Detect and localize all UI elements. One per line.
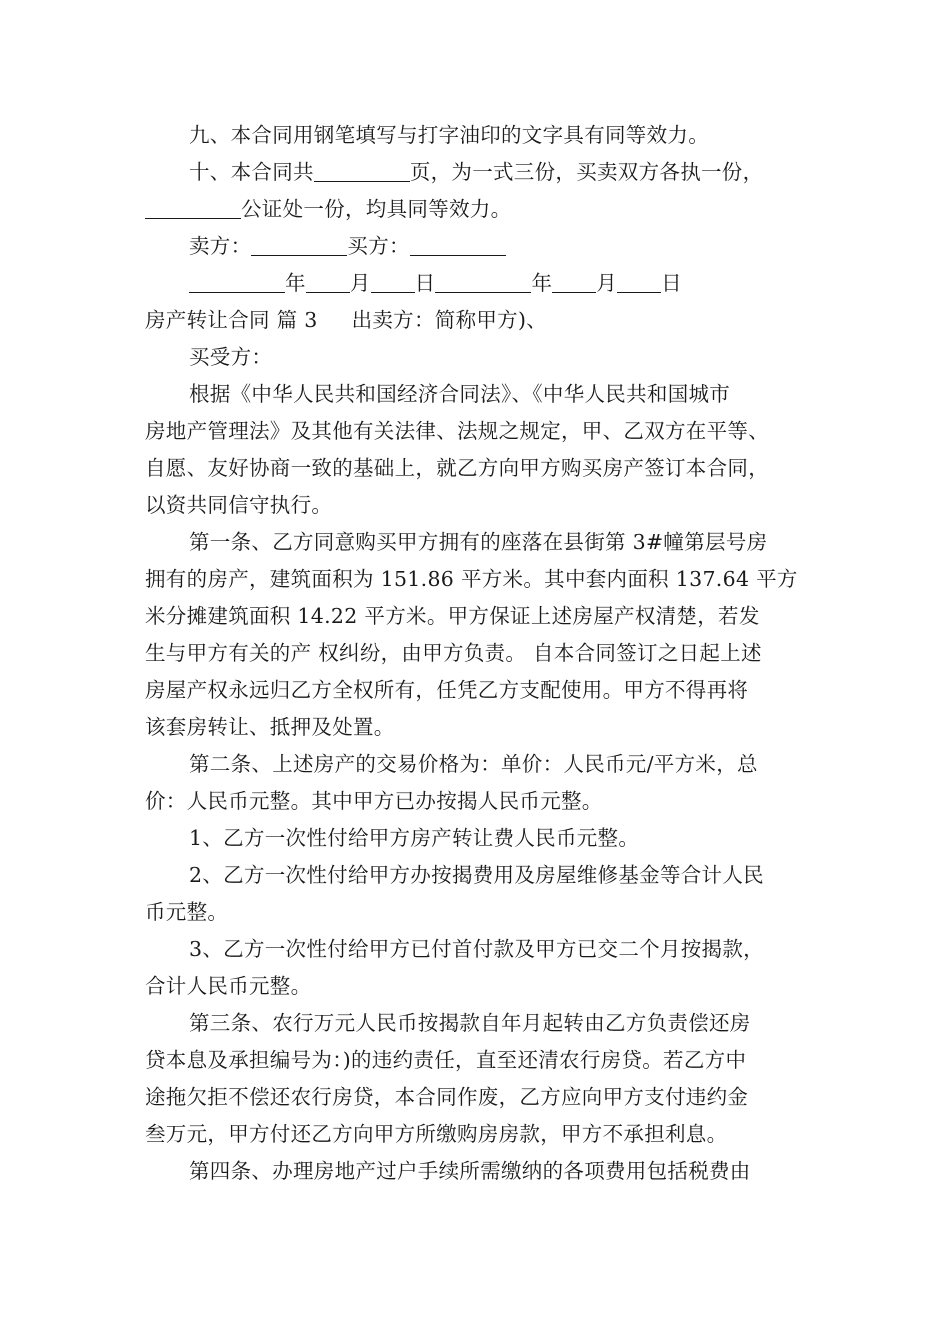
text-line: 根据《中华人民共和国经济合同法》、《中华人民共和国城市	[189, 382, 731, 406]
preamble-line	[145, 450, 810, 487]
article-one-line	[145, 672, 810, 709]
preamble-line	[145, 487, 810, 524]
text-line: 页，为一式三份，买卖双方各执一份，	[409, 160, 764, 184]
article-one-line	[145, 524, 810, 561]
article-two-item	[145, 968, 810, 1005]
clause-ten-continued	[145, 191, 810, 228]
month-label: 月	[596, 271, 618, 295]
text-line: 2、乙方一次性付给甲方办按揭费用及房屋维修基金等合计人民	[189, 863, 764, 887]
seller-party-label: 出卖方：简称甲方)、	[351, 308, 548, 332]
article-one-line	[145, 561, 810, 598]
year-label: 年	[285, 271, 306, 295]
contract-text	[145, 117, 810, 1190]
text-line: 1、乙方一次性付给甲方房产转让费人民币元整。	[189, 826, 640, 850]
date-line	[145, 265, 810, 302]
text-line: 价：人民币元整。其中甲方已办按揭人民币元整。	[145, 789, 603, 813]
article-three-line	[145, 1005, 810, 1042]
buyer-party-line	[145, 339, 810, 376]
text-line: 拥有的房产，建筑面积为 151.86 平方米。其中套内面积 137.64 平方	[145, 567, 798, 591]
seller-year-blank	[189, 268, 285, 293]
preamble-line	[145, 376, 810, 413]
page-count-blank	[314, 157, 410, 182]
text-line: 第三条、农行万元人民币按揭款自年月起转由乙方负责偿还房	[189, 1011, 751, 1035]
seller-signature-blank	[251, 231, 347, 256]
article-one-line	[145, 709, 810, 746]
text-line: 九、本合同用钢笔填写与打字油印的文字具有同等效力。	[189, 123, 709, 147]
text-line: 币元整。	[145, 900, 229, 924]
day-label: 日	[661, 271, 682, 295]
article-two-item	[145, 820, 810, 857]
text-line: 以资共同信守执行。	[145, 493, 333, 517]
buyer-year-blank	[435, 268, 531, 293]
text-line: 第四条、办理房地产过户手续所需缴纳的各项费用包括税费由	[189, 1159, 751, 1183]
text-line: 3、乙方一次性付给甲方已付首付款及甲方已交二个月按揭款，	[189, 937, 764, 961]
text-line: 公证处一份，均具同等效力。	[241, 197, 512, 221]
text-line: 米分摊建筑面积 14.22 平方米。甲方保证上述房屋产权清楚，若发	[145, 604, 760, 628]
buyer-day-blank	[617, 268, 661, 293]
text-line: 途拖欠拒不偿还农行房贷，本合同作废，乙方应向甲方支付违约金	[145, 1085, 749, 1109]
text-line: 房屋产权永远归乙方全权所有，任凭乙方支配使用。甲方不得再将	[145, 678, 749, 702]
text-line: 该套房转让、抵押及处置。	[145, 715, 395, 739]
text-line: 第二条、上述房产的交易价格为：单价：人民币元/平方米，总	[189, 752, 758, 776]
text-line: 十、本合同共	[189, 160, 314, 184]
article-one-line	[145, 635, 810, 672]
article-two-line	[145, 783, 810, 820]
signature-line	[145, 228, 810, 265]
seller-month-blank	[306, 268, 350, 293]
buyer-month-blank	[552, 268, 596, 293]
article-four-line	[145, 1153, 810, 1190]
section-title: 房产转让合同 篇 3	[145, 308, 318, 332]
text-line: 贷本息及承担编号为：)的违约责任，直至还清农行房贷。若乙方中	[145, 1048, 747, 1072]
text-line: 叁万元，甲方付还乙方向甲方所缴购房房款，甲方不承担利息。	[145, 1122, 728, 1146]
clause-ten	[145, 154, 810, 191]
article-two-item	[145, 894, 810, 931]
month-label: 月	[349, 271, 371, 295]
seller-day-blank	[371, 268, 415, 293]
section-heading	[145, 302, 810, 339]
article-one-line	[145, 598, 810, 635]
year-label: 年	[531, 271, 553, 295]
day-label: 日	[414, 271, 436, 295]
preamble-line	[145, 413, 810, 450]
buyer-signature-blank	[410, 231, 506, 256]
article-three-line	[145, 1079, 810, 1116]
article-two-item	[145, 931, 810, 968]
text-line: 房地产管理法》及其他有关法律、法规之规定，甲、乙双方在平等、	[145, 419, 769, 443]
notary-blank	[145, 194, 241, 219]
text-line: 自愿、友好协商一致的基础上，就乙方向甲方购买房产签订本合同，	[145, 456, 769, 480]
text-line: 生与甲方有关的产 权纠纷，由甲方负责。 自本合同签订之日起上述	[145, 641, 762, 665]
article-three-line	[145, 1042, 810, 1079]
buyer-party-label: 买受方：	[189, 345, 273, 369]
text-line: 第一条、乙方同意购买甲方拥有的座落在县街第 3#幢第层号房	[189, 530, 768, 554]
article-three-line	[145, 1116, 810, 1153]
clause-nine	[145, 117, 810, 154]
article-two-item	[145, 857, 810, 894]
article-two-line	[145, 746, 810, 783]
buyer-label: 买方：	[347, 234, 410, 258]
seller-label: 卖方：	[189, 234, 252, 258]
text-line: 合计人民币元整。	[145, 974, 312, 998]
